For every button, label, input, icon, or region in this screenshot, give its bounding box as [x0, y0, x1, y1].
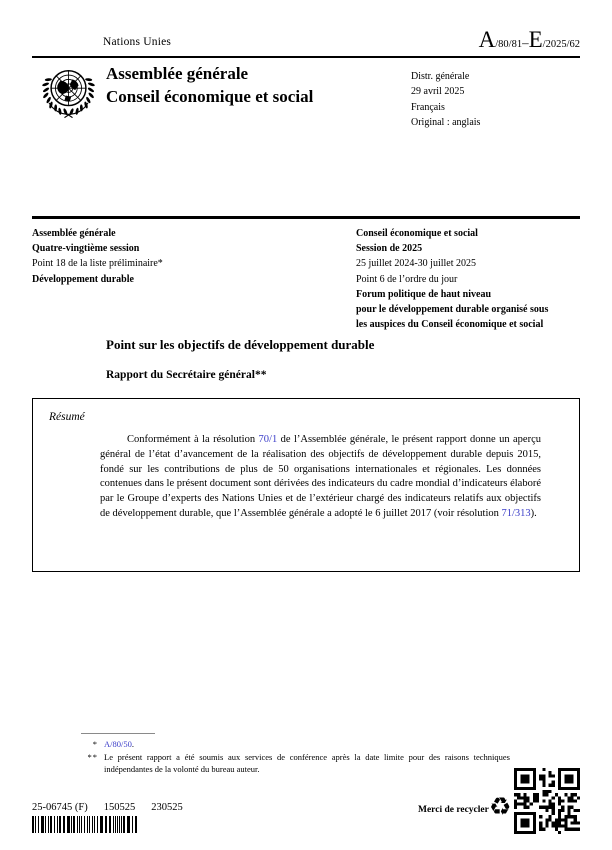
job-number: 25-06745 (F) — [32, 802, 88, 813]
session-line: Assemblée générale — [32, 228, 116, 239]
session-line: Session de 2025 — [356, 243, 423, 255]
document-subtitle: Rapport du Secrétaire général** — [106, 369, 267, 381]
recycle-message: Merci de recycler — [418, 805, 489, 815]
org-title-line: Conseil économique et social — [106, 87, 314, 106]
section-rule — [32, 216, 580, 219]
session-line: Point 18 de la liste préliminaire* — [32, 258, 163, 270]
session-line: 25 juillet 2024-30 juillet 2025 — [356, 258, 476, 270]
session-line: les auspices du Conseil économique et social — [356, 319, 544, 331]
footnote-text — [104, 751, 510, 776]
text-segment: ). — [530, 507, 537, 519]
summary-box — [32, 398, 580, 572]
footnote-text — [104, 738, 510, 751]
qr-code — [514, 768, 580, 836]
org-name: Nations Unies — [103, 36, 172, 48]
footnote — [82, 751, 510, 776]
recycle-icon: ♻ — [489, 792, 512, 821]
un-emblem-icon — [35, 60, 102, 127]
distribution-line: Original : anglais — [411, 116, 481, 128]
distribution-line: Français — [411, 101, 445, 113]
session-line: Développement durable — [32, 273, 134, 285]
footnotes — [82, 738, 510, 776]
distribution-line: Distr. générale — [411, 71, 470, 82]
document-symbol — [479, 28, 580, 51]
text-segment: de l’Assemblée générale, le présent rapport donne un aperçu général de l’état d’avancement de la réalisation des objectifs de développement durable depuis 2015, fondé sur les contributions de plus de 50 organisations internationales et régionales. Les données contenues dans le présent document sont dérivées des indicateurs du cadre mondial d’indicateurs élaboré par le Groupe d’experts des Nations Unies et de l’extérieur chargé des indicateurs relatifs aux objectifs de développement durable, que l’Assemblée générale a adopté le 6 juillet 2017 (voir résolution — [100, 434, 541, 519]
session-line: Point 6 de l’ordre du jour — [356, 273, 458, 285]
footnote-separator — [81, 733, 155, 734]
distribution-info — [411, 69, 480, 130]
symbol-a: A — [478, 27, 496, 52]
resolution-link[interactable]: 71/313 — [501, 507, 531, 519]
distribution-line: 29 avril 2025 — [411, 86, 465, 98]
session-line: Quatre-vingtième session — [32, 243, 140, 255]
footnote-marker: ** — [87, 751, 98, 762]
document-id — [32, 802, 183, 813]
symbol-dash: – — [522, 35, 529, 50]
text-segment: Le présent rapport a été soumis aux services de conférence après la date limite pour des raisons techniques indépendantes de la volonté du bureau auteur. — [104, 751, 510, 775]
symbol-a-path: /80/81 — [495, 39, 523, 50]
date-code-1: 150525 — [103, 802, 136, 813]
symbol-e: E — [528, 27, 543, 52]
barcode — [32, 816, 142, 833]
symbol-e-path: /2025/62 — [542, 39, 580, 50]
footnote — [82, 738, 510, 751]
text-segment: . — [131, 739, 134, 749]
org-titles — [106, 62, 313, 108]
session-line: Forum politique de haut niveau — [356, 288, 492, 300]
resolution-link[interactable]: 70/1 — [258, 434, 278, 445]
session-info-left — [32, 226, 332, 287]
footnote-marker: * — [92, 739, 98, 749]
org-title-line: Assemblée générale — [106, 64, 249, 83]
date-code-2: 230525 — [151, 802, 183, 813]
text-segment: Conformément à la résolution — [127, 434, 259, 445]
document-title: Point sur les objectifs de développement durable — [106, 337, 375, 352]
session-line: Conseil économique et social — [356, 228, 478, 239]
header-rule — [32, 56, 580, 58]
resolution-link[interactable]: A/80/50 — [104, 739, 132, 749]
session-line: pour le développement durable organisé sous — [356, 304, 549, 316]
session-info-right — [356, 226, 586, 332]
summary-paragraph — [100, 433, 541, 522]
summary-heading: Résumé — [49, 411, 85, 423]
